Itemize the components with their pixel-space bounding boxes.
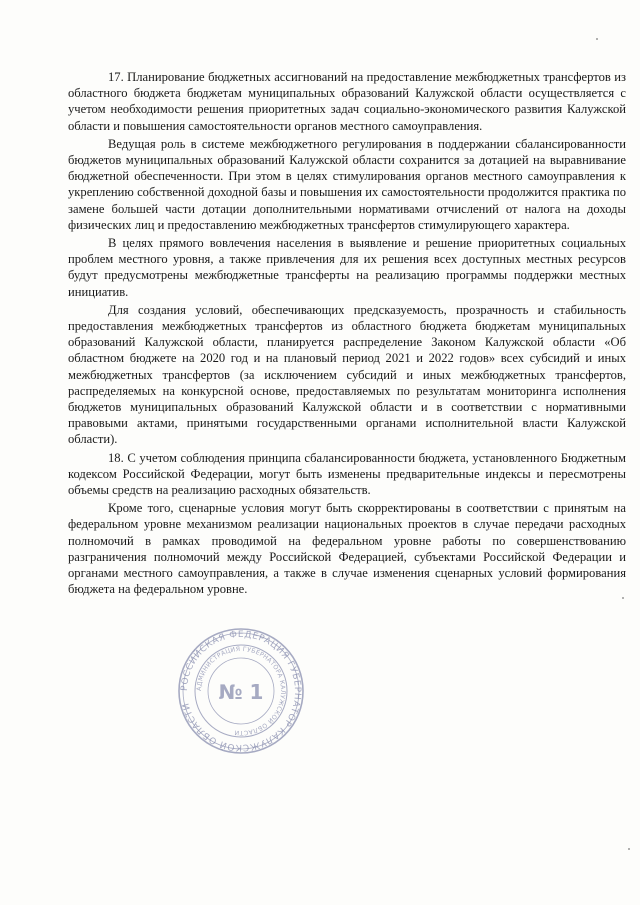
paragraph-subsidy-role: Ведущая роль в системе межбюджетного регулирования в поддержании сбалансированности бюджетов муниципальных образований Калужской области сохранится за дотацией на выравнивание бюджетной обеспеченности. При этом в целях стимулирования органов местного самоуправления к укреплению собственной доходной базы и повышения их самостоятельности продолжится практика по замене большей части дотации дополнительными нормативами отчислений от налога на доходы физических лиц и предоставлению межбюджетных трансфертов стимулирующего характера.	[68, 136, 626, 232]
seal-inner-text: АДМИНИСТРАЦИЯ ГУБЕРНАТОРА КАЛУЖСКОЙ ОБЛАСТИ	[195, 645, 287, 737]
paragraph-17: 17. Планирование бюджетных ассигнований на предоставление межбюджетных трансфертов из областного бюджета бюджетам муниципальных образований Калужской области осуществляется с учетом необходимости решения приоритетных задач социально-экономического развития Калужской области и повышения самостоятельности органов местного самоуправления.	[68, 70, 626, 133]
seal-number: № 1	[218, 680, 264, 704]
scan-speck	[622, 597, 624, 599]
paragraph-local-initiatives: В целях прямого вовлечения населения в выявление и решение приоритетных социальных проблем местного уровня, а также привлечения для их решения всех доступных местных ресурсов будут предусмотрены межбюджетные трансферты на реализацию программы поддержки местных инициатив.	[68, 236, 626, 299]
scan-speck	[596, 38, 598, 40]
paragraph-transfer-stability: Для создания условий, обеспечивающих предсказуемость, прозрачность и стабильность предоставления межбюджетных трансфертов из областного бюджета бюджетам муниципальных образований Калужской области, планируется распределение Законом Калужской области «Об областном бюджете на 2020 год и на плановый период 2021 и 2022 годов» всех субсидий и иных межбюджетных трансфертов (за исключением субсидий и иных межбюджетных трансфертов, распределяемых на конкурсной основе, предоставляемых по результатам мониторинга исполнения бюджетов муниципальных образований Калужской области и в соответствии с нормативными правовыми актами, принятыми государственными органами исполнительной власти Калужской области).	[68, 302, 626, 447]
document-body	[68, 69, 626, 598]
seal-outer-text: РОССИЙСКАЯ ФЕДЕРАЦИЯ ГУБЕРНАТОР КАЛУЖСКОЙ ОБЛАСТИ	[179, 629, 303, 753]
paragraph-18: 18. С учетом соблюдения принципа сбалансированности бюджета, установленного Бюджетным кодексом Российской Федерации, могут быть изменены предварительные индексы и пересмотрены объемы средств на реализацию расходных обязательств.	[68, 450, 626, 498]
seal-graphic	[176, 626, 306, 756]
official-seal	[176, 626, 306, 756]
paragraph-scenario-conditions: Кроме того, сценарные условия могут быть скорректированы в соответствии с принятым на федеральном уровне механизмом реализации национальных проектов в случае передачи расходных полномочий в рамках проводимой на федеральном уровне работы по совершенствованию разграничения полномочий между Российской Федерацией, субъектами Российской Федерации и органами местного самоуправления, а также в случае изменения сценарных условий формирования бюджета на федеральном уровне.	[68, 501, 626, 597]
scan-speck	[628, 848, 630, 850]
